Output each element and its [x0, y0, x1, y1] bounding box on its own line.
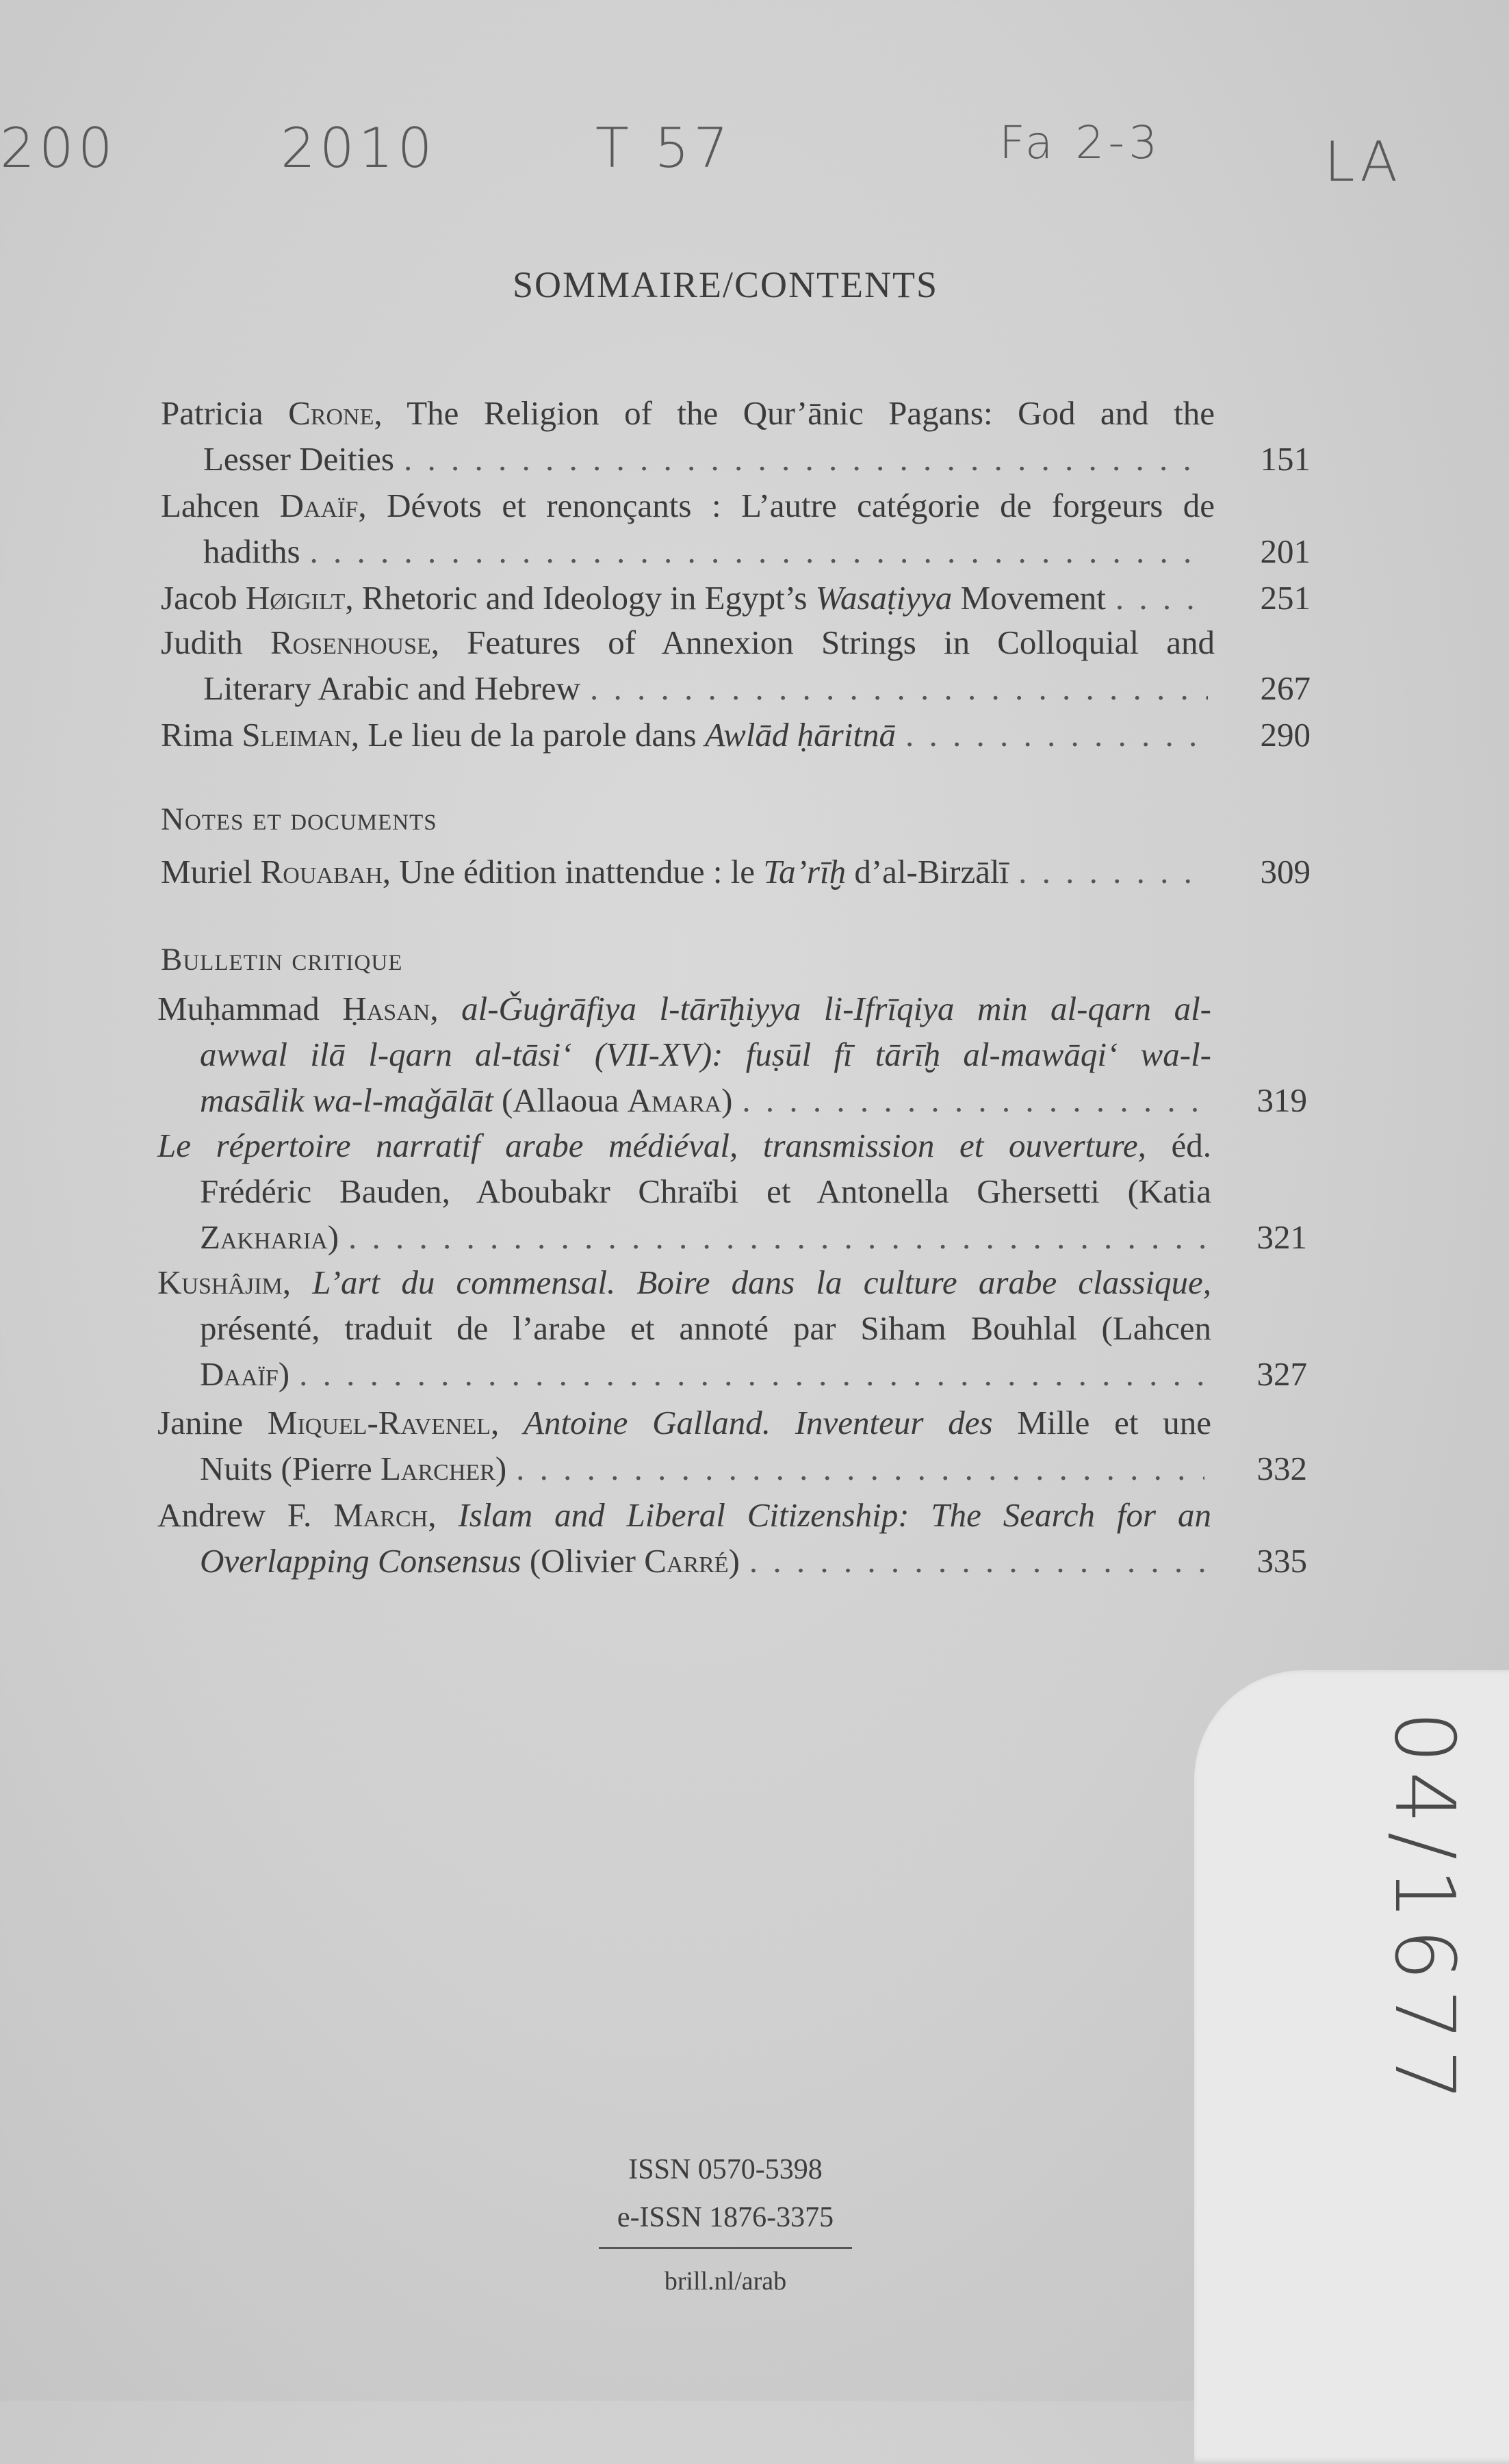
bulletin-heading: Bulletin critique	[161, 942, 403, 977]
italic-title: Awlād ḥāritnā	[704, 716, 896, 754]
entry-text-part: ,	[282, 1263, 313, 1301]
leader-dots	[590, 665, 1208, 711]
leader-dots	[749, 1538, 1204, 1584]
entry-text-part: )	[728, 1542, 740, 1580]
articles-entry	[161, 619, 1311, 711]
entry-text-part: Lahcen	[161, 487, 280, 524]
page-number: 319	[1256, 1081, 1307, 1119]
italic-title: Le répertoire narratif arabe médiéval, transmission et ouverture,	[157, 1127, 1146, 1164]
bulletin-entry	[157, 986, 1307, 1123]
entry-text	[203, 528, 300, 574]
page-number: 151	[1260, 440, 1311, 478]
entry-text	[157, 986, 1211, 1031]
entry-text	[200, 1168, 1211, 1214]
bulletin-entry	[157, 1122, 1307, 1260]
page-number: 309	[1260, 853, 1311, 890]
entry-line	[161, 619, 1311, 665]
eissn: e-ISSN 1876-3375	[617, 2202, 834, 2233]
leader-dots	[348, 1214, 1204, 1260]
entry-line	[157, 1305, 1307, 1351]
entry-text	[161, 619, 1215, 665]
entry-text-part: )	[327, 1218, 339, 1256]
page-number: 332	[1256, 1450, 1307, 1487]
entry-line	[161, 390, 1311, 436]
entry-text-part: )	[721, 1081, 733, 1119]
issn: ISSN 0570-5398	[628, 2154, 823, 2185]
author-name: Ḥasan	[342, 990, 430, 1027]
author-name: Rouabah	[260, 853, 383, 890]
entry-line	[161, 665, 1311, 711]
entry-text-part: , Rhetoric and Ideology in Egypt’s	[345, 579, 816, 617]
entry-text-part: Judith	[161, 624, 270, 661]
leader-dots	[742, 1077, 1204, 1123]
entry-text-part: Mille et une	[992, 1404, 1211, 1441]
publisher-url: brill.nl/arab	[664, 2267, 787, 2296]
author-name: Amara	[627, 1081, 722, 1119]
entry-text	[200, 1077, 732, 1123]
author-name: Miquel-Ravenel	[267, 1404, 491, 1441]
entry-text-part: Muḥammad	[157, 990, 343, 1027]
entry-text	[200, 1214, 339, 1260]
author-name: Høigilt	[245, 579, 346, 617]
author-name: Larcher	[381, 1450, 495, 1487]
entry-line	[161, 712, 1311, 758]
entry-line	[157, 1031, 1307, 1077]
entry-line	[157, 1122, 1307, 1168]
italic-title: Wasaṭiyya	[815, 579, 953, 617]
entry-line	[161, 436, 1311, 482]
entry-line	[161, 575, 1311, 621]
page-number: 201	[1260, 532, 1311, 570]
bulletin-entry	[157, 1492, 1307, 1584]
articles-entry	[161, 575, 1311, 621]
entry-text	[157, 1122, 1211, 1168]
page-number: 290	[1260, 716, 1311, 754]
articles-entry	[161, 483, 1311, 574]
entry-text	[157, 1259, 1211, 1305]
entry-text-part: Jacob	[161, 579, 246, 617]
page-number: 335	[1256, 1542, 1307, 1580]
entry-text-part: Rima	[161, 716, 242, 754]
entry-line	[157, 1259, 1307, 1305]
entry-text-part: (Olivier	[521, 1542, 645, 1580]
entry-text-part: hadiths	[203, 532, 300, 570]
entry-text	[161, 849, 1009, 895]
handwritten-note-2: 2010	[281, 116, 437, 180]
entry-text-part: Nuits (Pierre	[200, 1450, 381, 1487]
entry-text	[161, 483, 1215, 528]
author-name: Daaïf	[279, 487, 359, 524]
entry-line	[157, 1538, 1307, 1584]
leader-dots	[299, 1351, 1204, 1397]
entry-text-part: ,	[430, 990, 462, 1027]
entry-text-part: éd.	[1146, 1127, 1212, 1164]
entry-text-part: d’al-Birzālī	[846, 853, 1009, 890]
leader-dots	[1018, 849, 1208, 895]
page-number: 327	[1256, 1355, 1307, 1393]
entry-text-part: Patricia	[161, 394, 289, 432]
entry-text-part: )	[278, 1355, 290, 1393]
author-name: Rosenhouse	[270, 624, 431, 661]
entry-text-part: Movement	[952, 579, 1106, 617]
articles-entry	[161, 390, 1311, 482]
entry-text	[161, 575, 1106, 621]
author-name: Kushâjim	[157, 1263, 283, 1301]
entry-text	[157, 1400, 1211, 1446]
entry-text	[203, 436, 394, 482]
entry-line	[157, 1168, 1307, 1214]
leader-dots	[1115, 575, 1208, 621]
bulletin-entry	[157, 1259, 1307, 1397]
author-name: Daaïf	[200, 1355, 279, 1393]
entry-text-part: , Le lieu de la parole dans	[350, 716, 705, 754]
page-number: 251	[1260, 579, 1311, 617]
entry-text	[200, 1305, 1211, 1351]
handwritten-note-4: Fa 2-3	[999, 116, 1162, 169]
entry-text	[157, 1492, 1211, 1538]
entry-line	[157, 1400, 1307, 1446]
entry-text-part: , The Religion of the Qur’ānic Pagans: God and the	[374, 394, 1215, 432]
italic-title: awwal ilā l-qarn al-tāsi‘ (VII-XV): fuṣūl fī tārīḫ al-mawāqi‘ wa-l-	[200, 1036, 1211, 1073]
entry-text	[200, 1538, 740, 1584]
author-name: Zakharia	[200, 1218, 328, 1256]
italic-title: Islam and Liberal Citizenship: The Search for an	[458, 1496, 1211, 1534]
author-name: March	[333, 1496, 428, 1534]
italic-title: Ta’rīḫ	[763, 853, 847, 890]
entry-line	[157, 1077, 1307, 1123]
leader-dots	[905, 712, 1208, 758]
entry-text	[200, 1031, 1211, 1077]
entry-text-part: )	[495, 1450, 507, 1487]
entry-text-part: ,	[428, 1496, 459, 1534]
italic-title: masālik wa-l-maǧālāt	[200, 1081, 493, 1119]
sticker-number: 04/1677	[1376, 1711, 1471, 2110]
entry-text	[200, 1446, 506, 1491]
entry-text	[203, 665, 580, 711]
entry-line	[161, 483, 1311, 528]
page-number: 267	[1260, 669, 1311, 707]
bulletin-entry	[157, 1400, 1307, 1491]
entry-text-part: , Dévots et renonçants : L’autre catégorie de forgeurs de	[358, 487, 1215, 524]
entry-line	[157, 1446, 1307, 1491]
italic-title: Antoine Galland. Inventeur des	[524, 1404, 993, 1441]
entry-line	[157, 1214, 1307, 1260]
page-title: SOMMAIRE/CONTENTS	[512, 264, 939, 305]
italic-title: Overlapping Consensus	[200, 1542, 521, 1580]
entry-text-part: , Features of Annexion Strings in Colloquial and	[430, 624, 1215, 661]
leader-dots	[404, 436, 1208, 482]
entry-line	[157, 986, 1307, 1031]
author-name: Carré	[644, 1542, 729, 1580]
leader-dots	[310, 528, 1208, 574]
notes-entry	[161, 849, 1311, 895]
entry-text-part: (Allaoua	[493, 1081, 628, 1119]
page-number: 321	[1256, 1218, 1307, 1256]
italic-title: L’art du commensal. Boire dans la culture arabe classique,	[312, 1263, 1211, 1301]
author-name: Crone	[288, 394, 374, 432]
articles-entry	[161, 712, 1311, 758]
entry-text-part: Muriel	[161, 853, 261, 890]
entry-text-part: Janine	[157, 1404, 268, 1441]
author-name: Sleiman	[242, 716, 351, 754]
leader-dots	[516, 1446, 1204, 1491]
notes-heading: Notes et documents	[161, 801, 437, 837]
entry-text-part: Andrew F.	[157, 1496, 334, 1534]
handwritten-note-3: T 57	[595, 116, 733, 180]
entry-line	[161, 849, 1311, 895]
entry-text	[161, 712, 896, 758]
handwritten-note-5: LA	[1324, 130, 1402, 194]
entry-text-part: ,	[491, 1404, 524, 1441]
entry-text	[200, 1351, 289, 1397]
entry-text	[161, 390, 1215, 436]
entry-line	[157, 1351, 1307, 1397]
footer-rule	[599, 2247, 852, 2249]
entry-line	[157, 1492, 1307, 1538]
entry-text-part: Lesser Deities	[203, 440, 394, 478]
entry-text-part: , Une édition inattendue : le	[382, 853, 764, 890]
entry-text-part: Literary Arabic and Hebrew	[203, 669, 580, 707]
entry-line	[161, 528, 1311, 574]
entry-text-part: Frédéric Bauden, Aboubakr Chraïbi et Antonella Ghersetti (Katia	[200, 1172, 1211, 1210]
entry-text-part: présenté, traduit de l’arabe et annoté par Siham Bouhlal (Lahcen	[200, 1309, 1211, 1347]
handwritten-note-1: 200	[0, 116, 117, 180]
italic-title: al-Ǧuġrāfiya l-tārīḫiyya li-Ifrīqiya min al-qarn al-	[461, 990, 1211, 1027]
